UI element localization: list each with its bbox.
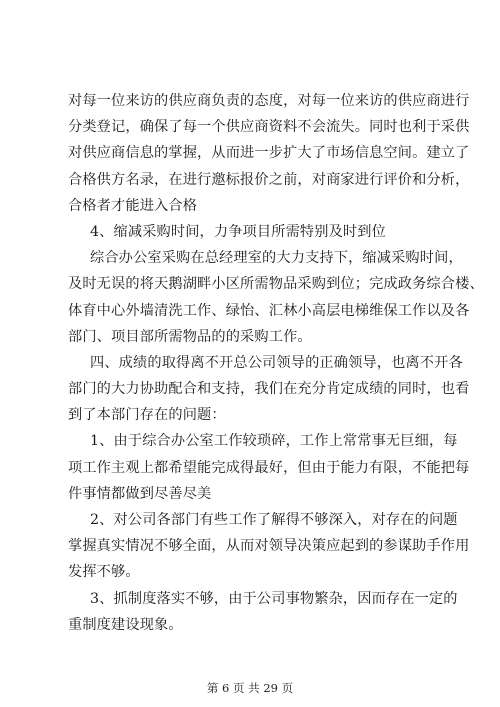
- list-item: 3、抓制度落实不够，由于公司事物繁杂，因而存在一定的: [90, 590, 458, 607]
- text-line: 掌握真实情况不够全面，从而对领导决策应起到的参谋助手作用: [68, 538, 470, 555]
- text-line: 对供应商信息的掌握，从而进一步扩大了市场信息空间。建立了: [68, 145, 470, 162]
- text-line: 重制度建设现象。: [68, 616, 183, 633]
- page-number-footer: 第 6 页 共 29 页: [206, 681, 294, 695]
- text-line: 对每一位来访的供应商负责的态度，对每一位来访的供应商进行: [68, 93, 470, 109]
- text-line: 件事情都做到尽善尽美: [68, 485, 212, 502]
- section-heading: 四、成绩的取得离不开总公司领导的正确领导，也离不开各: [90, 354, 463, 371]
- text-line: 分类登记，确保了每一个供应商资料不会流失。同时也利于采供: [68, 119, 470, 136]
- text-line: 部门、项目部所需物品的的采购工作。: [68, 328, 312, 345]
- text-line: 发挥不够。: [68, 564, 140, 581]
- text-line: 及时无误的将天鹅湖畔小区所需物品采购到位；完成政务综合楼、: [68, 276, 484, 293]
- text-line: 项工作主观上都希望能完成得最好，但由于能力有限，不能把每: [68, 459, 470, 476]
- text-line: 体育中心外墙清洗工作、绿怡、汇林小高层电梯维保工作以及各: [68, 302, 470, 319]
- text-line: 综合办公室采购在总经理室的大力支持下，缩减采购时间，: [90, 250, 463, 267]
- text-line: 合格者才能进入合格: [68, 197, 198, 214]
- text-line: 部门的大力协助配合和支持，我们在充分肯定成绩的同时，也看: [68, 381, 470, 398]
- list-item: 2、对公司各部门有些工作了解得不够深入，对存在的问题: [90, 512, 458, 528]
- section-heading: 4、缩减采购时间，力争项目所需特别及时到位: [90, 223, 386, 240]
- text-line: 到了本部门存在的问题：: [68, 407, 226, 424]
- text-line: 合格供方名录，在进行邀标报价之前，对商家进行评价和分析，: [68, 171, 470, 188]
- document-body: [68, 88, 484, 638]
- list-item: 1、由于综合办公室工作较琐碎，工作上常常事无巨细，每: [90, 433, 458, 450]
